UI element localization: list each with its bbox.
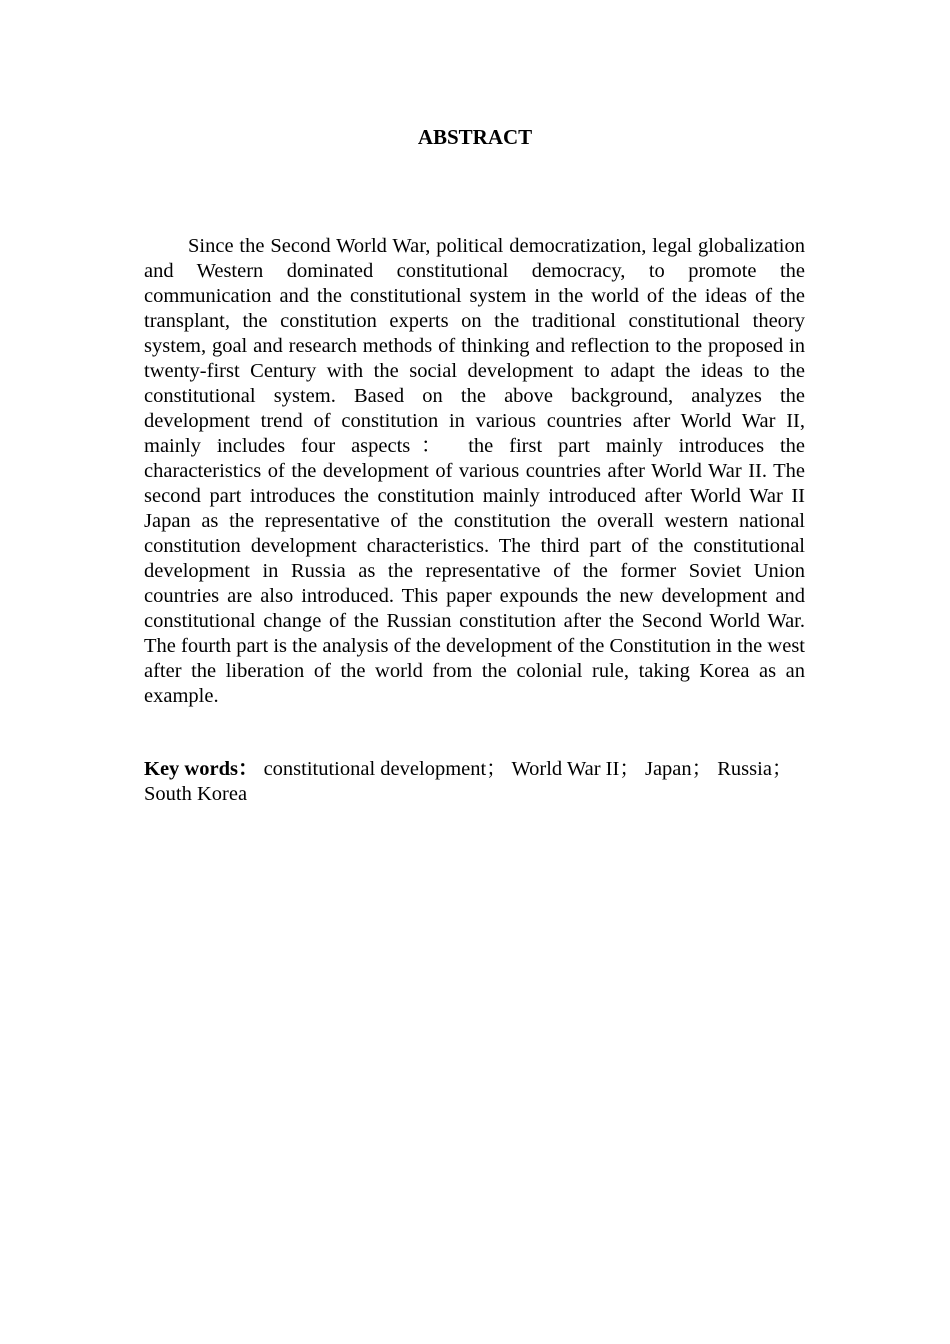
keywords-label: Key words： — [144, 758, 259, 780]
abstract-body: Since the Second World War, political democratization, legal globalization and Western dominated constitutional democracy, to promote the communication and the constitutional system in the world of the ideas of the transplant, the constitution experts on the traditional constitutional theory system, goal and research methods of thinking and reflection to the proposed in twenty-first Century with the social development to adapt the ideas to the constitutional system. Based on the above background, analyzes the development trend of constitution in various countries after World War II, mainly includes four aspects： the first part mainly introduces the characteristics of the development of various countries after World War II. The second part introduces the constitution mainly introduced after World War II Japan as the representative of the constitution the overall western national constitution development characteristics. The third part of the constitutional development in Russia as the representative of the former Soviet Union countries are also introduced. This paper expounds the new development and constitutional change of the Russian constitution after the Second World War. The fourth part is the analysis of the development of the Constitution in the west after the liberation of the world from the colonial rule, taking Korea as an example. — [144, 235, 805, 707]
abstract-title: ABSTRACT — [417, 125, 533, 149]
keywords-text: constitutional development； World War II； Japan； Russia； South Korea — [144, 758, 793, 805]
keywords-line — [144, 757, 805, 807]
